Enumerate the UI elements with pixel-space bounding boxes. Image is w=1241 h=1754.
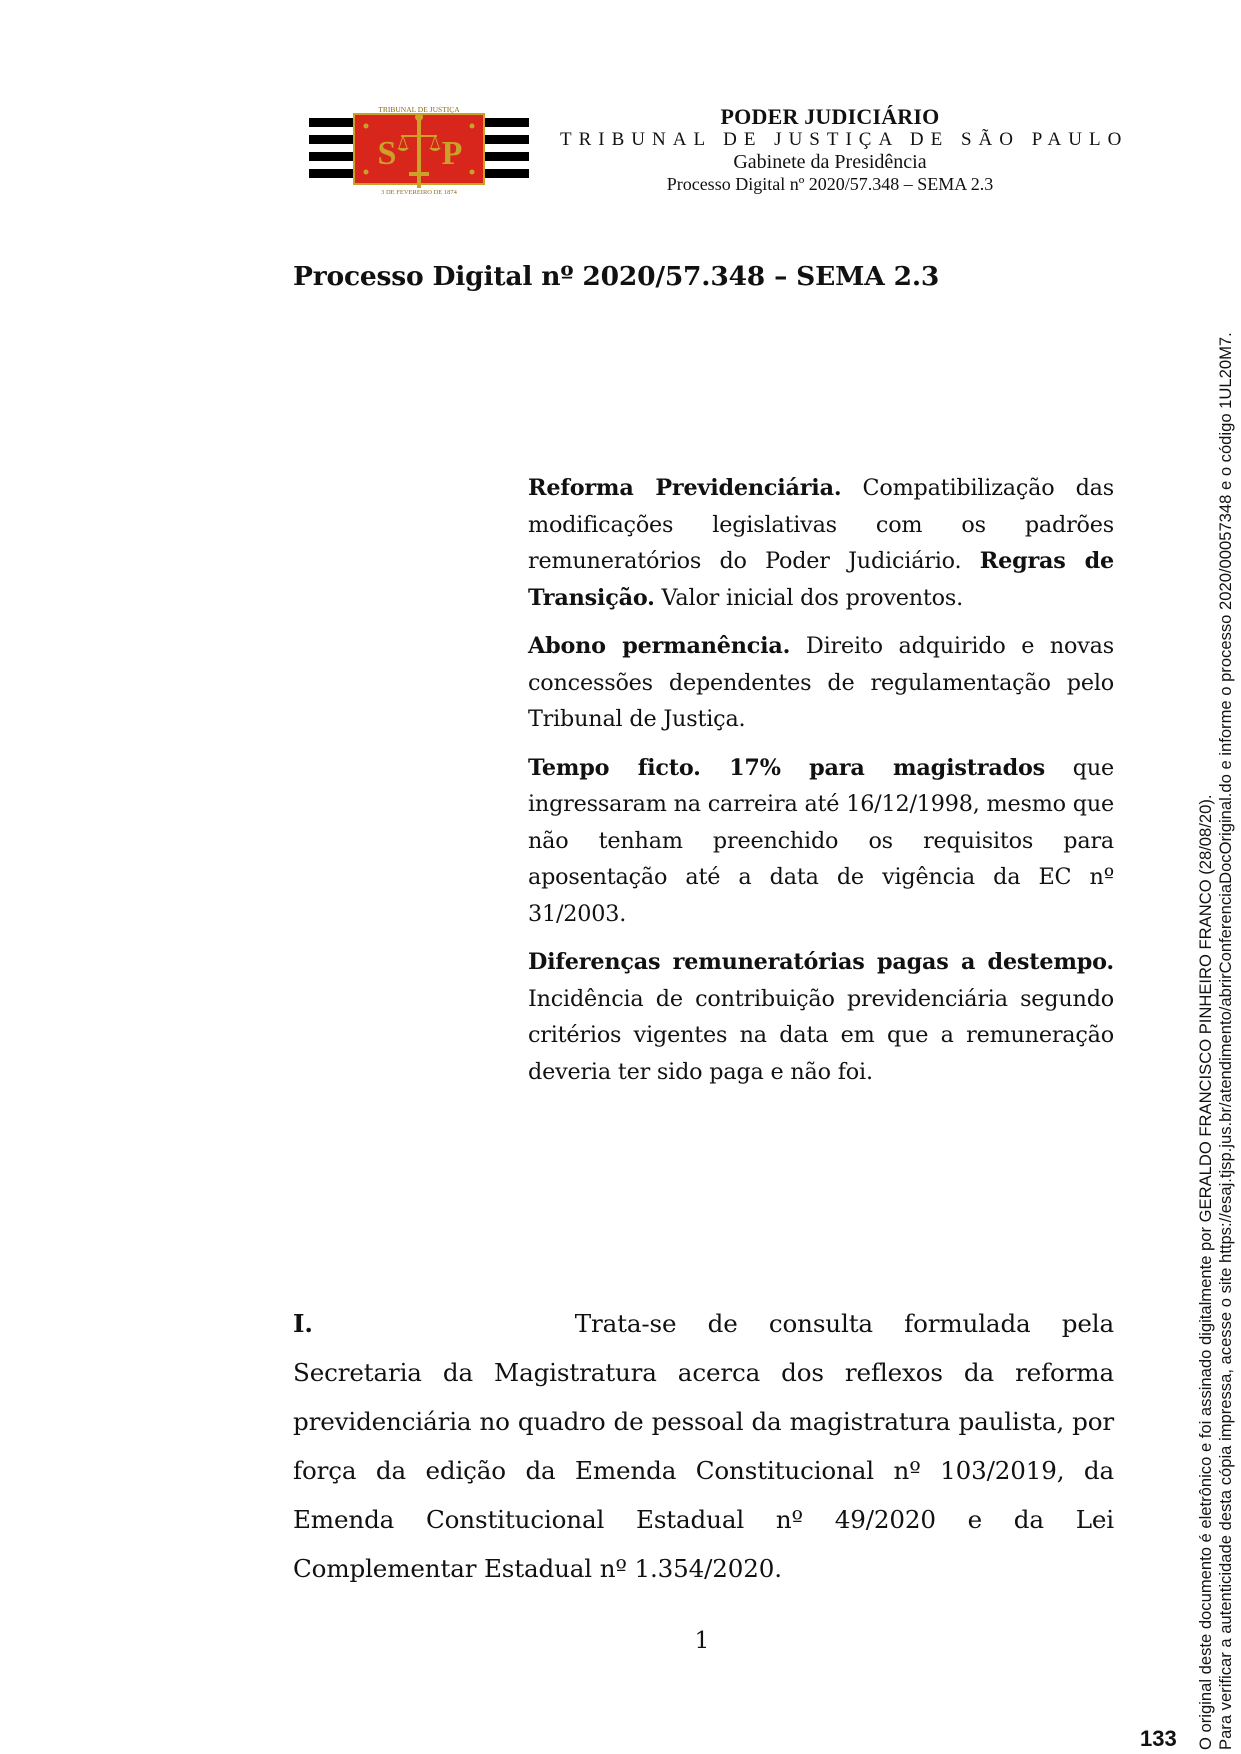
- ementa-text: Direito adquirido e novas concessões dependentes de regulamentação pelo Tribunal de Justiça.: [528, 633, 1114, 732]
- ementa-bold-text: Reforma Previdenciária.: [528, 475, 842, 501]
- logo-top-text: TRIBUNAL DE JUSTIÇA: [378, 105, 460, 114]
- ementa-text: Valor inicial dos proventos.: [654, 584, 964, 611]
- ementa: [528, 470, 1114, 1102]
- authenticity-note-line: Para verificar a autenticidade desta cópia impressa, acesse o site https://esaj.tjsp.jus.br/atendimento/abrirConferenciaDocOriginal.do e informe o processo 2020/00057348 e o código 1UL20M7.: [1216, 332, 1235, 1750]
- logo-letter-s: S: [377, 135, 397, 172]
- ementa-paragraph: [528, 470, 1114, 616]
- ementa-bold-text: Diferenças remuneratórias pagas a destempo.: [528, 949, 1114, 975]
- header-title: PODER JUDICIÁRIO: [720, 104, 940, 129]
- ementa-paragraph: [528, 750, 1114, 933]
- logo-letter-p: P: [441, 135, 463, 172]
- body-paragraph: [293, 1299, 1114, 1593]
- section-number: I.: [293, 1309, 313, 1338]
- ementa-text: Compatibilização das modificações legislativas com os padrões remuneratórios do Poder Judiciário.: [528, 475, 1114, 574]
- ementa-text: Incidência de contribuição previdenciária segundo critérios vigentes na data em que a remuneração deveria ter sido paga e não foi.: [528, 985, 1114, 1085]
- page-number: 1: [694, 1628, 710, 1654]
- tjsp-coat-of-arms-icon: [309, 104, 529, 196]
- letterhead: [540, 104, 1129, 195]
- ementa-bold-text: Regras de Transição.: [528, 548, 1114, 611]
- ementa-paragraph: [528, 628, 1114, 738]
- authenticity-note-line: O original deste documento é eletrônico e foi assinado digitalmente por GERALDO FRANCISCO PINHEIRO FRANCO (28/08/20).: [1196, 794, 1215, 1750]
- authenticity-note: [1196, 270, 1236, 1750]
- ementa-bold-text: Tempo ficto. 17% para magistrados: [528, 754, 1046, 781]
- header-tribunal: TRIBUNAL DE JUSTIÇA DE SÃO PAULO: [560, 129, 1129, 151]
- body-text: Trata-se de consulta formulada pela Secretaria da Magistratura acerca dos reflexos da reforma previdenciária no quadro de pessoal da magistratura paulista, por força da edição da Emenda Constitucional nº 103/2019, da Emenda Constitucional Estadual nº 49/2020 e da Lei Complementar Estadual nº 1.354/2020.: [293, 1309, 1114, 1583]
- sheet-number: 133: [1140, 1726, 1177, 1751]
- ementa-bold-text: Abono permanência.: [528, 633, 791, 659]
- ementa-text: que ingressaram na carreira até 16/12/1998, mesmo que não tenham preenchido os requisitos para aposentação até a data de vigência da EC nº 31/2003.: [528, 754, 1115, 927]
- logo-bottom-text: 3 DE FEVEREIRO DE 1874: [381, 189, 457, 196]
- ementa-paragraph: [528, 944, 1114, 1090]
- header-gabinete: Gabinete da Presidência: [733, 151, 927, 174]
- header-processo: Processo Digital nº 2020/57.348 – SEMA 2.3: [666, 174, 994, 195]
- document-title: Processo Digital nº 2020/57.348 – SEMA 2.3: [293, 261, 940, 292]
